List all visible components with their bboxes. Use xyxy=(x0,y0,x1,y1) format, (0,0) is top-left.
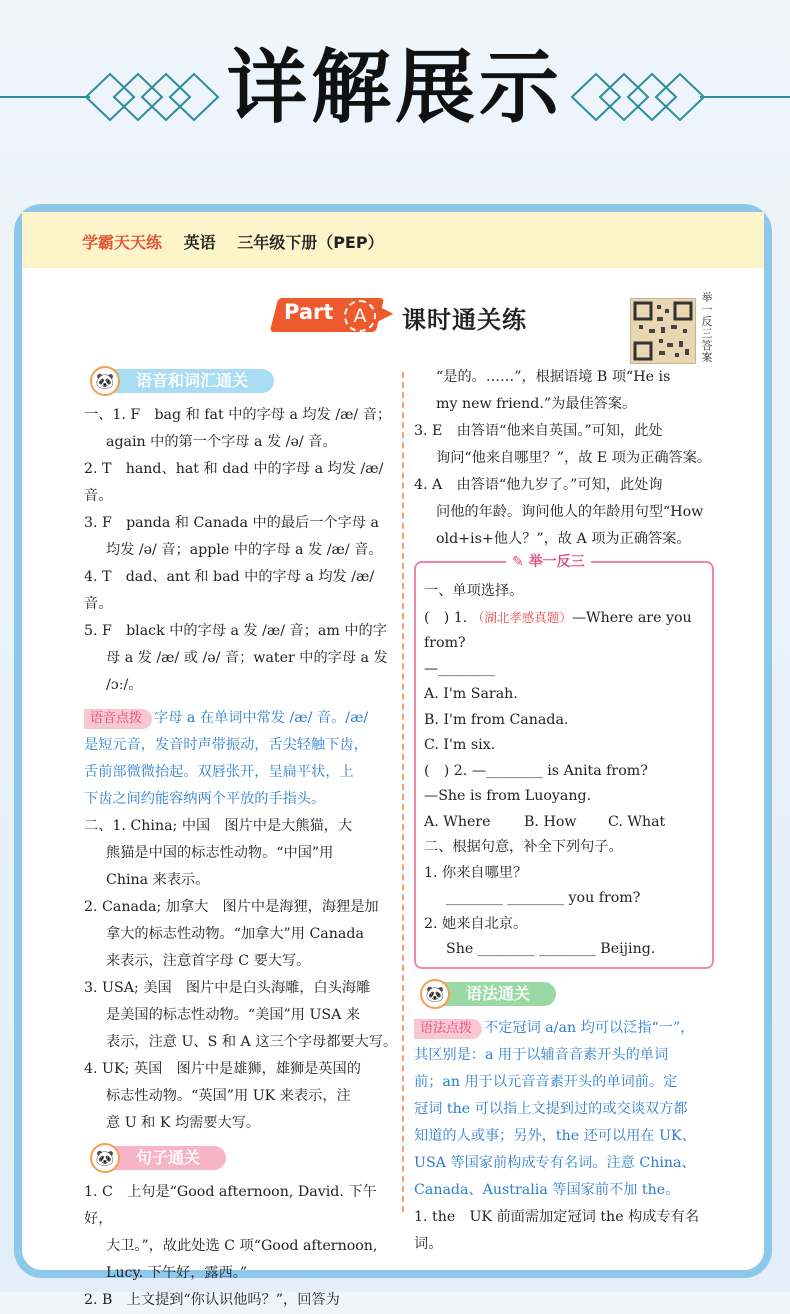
text-line: 标志性动物。“英国”用 UK 来表示，注 xyxy=(106,1088,351,1104)
section-header-phonics xyxy=(90,366,402,396)
text-line: —She is from Luoyang. xyxy=(424,788,592,804)
question-line: ( ) 2. —________ is Anita from? xyxy=(424,762,648,779)
text-line: 均发 /ə/ 音；apple 中的字母 a 发 /æ/ 音。 xyxy=(106,542,383,558)
left-column xyxy=(84,364,402,1314)
hint-text: 字母 a 在单词中常发 /æ/ 音。/æ/ xyxy=(154,710,369,726)
source-tag: （湖北孝感真题） xyxy=(471,609,572,625)
book-header-strip xyxy=(22,212,764,268)
panda-mascot-icon: 🐼 xyxy=(90,366,120,396)
part-label: Part xyxy=(284,300,334,324)
option: B. I'm from Canada. xyxy=(424,711,569,728)
text-line: 二、根据句意，补全下列句子。 xyxy=(424,839,623,855)
banner-line-right xyxy=(700,96,790,98)
hint-line: 舌前部微微抬起。双唇张开，呈扁平状，上 xyxy=(84,764,354,780)
hint-line: Canada、Australia 等国家前不加 the。 xyxy=(414,1181,680,1198)
option: A. Where xyxy=(424,813,491,830)
text-line: 表示，注意 U、S 和 A 这三个字母都要大写。 xyxy=(106,1034,398,1050)
book-header xyxy=(82,230,384,253)
text-line: 3. E 由答语“他来自英国。”可知，此处 xyxy=(414,423,663,439)
section-header-grammar xyxy=(420,979,714,1009)
section-title: 句子通关 xyxy=(110,1146,226,1170)
text-line: 4. UK; 英国 图片中是雄狮，雄狮是英国的 xyxy=(84,1061,361,1077)
section-header-sentences xyxy=(90,1143,402,1173)
diamond-decoration-right xyxy=(572,72,704,122)
hint-line xyxy=(414,1015,714,1042)
question-text: —Where are you xyxy=(571,609,692,626)
option: C. I'm six. xyxy=(424,737,496,753)
hint-line xyxy=(84,705,402,732)
hint-line: USA 等国家前构成专有名词。注意 China、 xyxy=(414,1154,696,1171)
text-line: my new friend.”为最佳答案。 xyxy=(436,396,637,412)
answer-blank: She ________ ________ Beijing. xyxy=(446,941,656,957)
hint-line: 是短元音，发音时声带振动，舌尖轻触下齿， xyxy=(84,737,368,753)
text-line: old+is+他人？”，故 A 项为正确答案。 xyxy=(436,531,691,547)
question-line xyxy=(424,605,706,632)
book-brand: 学霸天天练 xyxy=(82,233,163,252)
part-arrow-icon: ▶ xyxy=(378,300,394,324)
hint-line: 冠词 the 可以指上文提到过的或交谈双方都 xyxy=(414,1100,688,1117)
hint-line: 前；an 用于以元音音素开头的单词前。定 xyxy=(414,1073,678,1090)
text-line: 熊猫是中国的标志性动物。“中国”用 xyxy=(106,845,334,861)
hint-tag-phonics: 语音点拨 xyxy=(84,709,152,729)
text-line: “是的。……”，根据语境 B 项“He is xyxy=(436,369,671,385)
text-line: 是美国的标志性动物。“美国”用 USA 来 xyxy=(106,1007,361,1023)
text-line: 3. USA; 美国 图片中是白头海雕，白头海雕 xyxy=(84,980,371,996)
text-line: 一、单项选择。 xyxy=(424,583,524,599)
qr-code-icon xyxy=(630,298,696,364)
text-line: 意 U 和 K 均需要大写。 xyxy=(106,1115,261,1131)
practice-box-title: ✎ 举一反三 xyxy=(506,551,591,573)
section-title: 语法通关 xyxy=(440,982,556,1006)
panda-mascot-icon: 🐼 xyxy=(90,1143,120,1173)
text-line: 4. T dad、ant 和 bad 中的字母 a 均发 /æ/ 音。 xyxy=(84,569,375,612)
right-column xyxy=(414,364,714,1258)
hint-tag-grammar: 语法点拨 xyxy=(414,1019,482,1039)
text-line: China 来表示。 xyxy=(106,872,210,888)
hint-line: 下齿之间约能容纳两个平放的手指头。 xyxy=(84,791,326,807)
text-line: 2. Canada; 加拿大 图片中是海狸，海狸是加 xyxy=(84,899,379,915)
text-line: 一、1. F bag 和 fat 中的字母 a 均发 /æ/ 音； xyxy=(84,407,392,423)
text-line: from? xyxy=(424,635,466,651)
text-line: 询问“他来自哪里？”，故 E 项为正确答案。 xyxy=(436,450,712,466)
text-line: 1. C 上句是“Good afternoon, David. 下午好， xyxy=(84,1184,377,1227)
practice-box xyxy=(414,554,714,969)
hint-text: 不定冠词 a/an 均可以泛指“一”， xyxy=(484,1019,695,1036)
text-line: 来表示，注意首字母 C 要大写。 xyxy=(106,953,311,969)
book-subject: 英语 xyxy=(183,233,216,252)
text-line: 问他的年龄。询问他人的年龄用句型“How xyxy=(436,504,704,520)
text-line: 拿大的标志性动物。“加拿大”用 Canada xyxy=(106,926,364,942)
option: A. I'm Sarah. xyxy=(424,686,518,702)
text-line: 二、1. China; 中国 图片中是大熊猫，大 xyxy=(84,818,353,834)
banner-title: 详解展示 xyxy=(227,41,563,134)
hint-line: 知道的人或事；另外，the 还可以用在 UK、 xyxy=(414,1127,696,1144)
text-line: 5. F black 中的字母 a 发 /æ/ 音；am 中的字 xyxy=(84,623,387,639)
text-line: 母 a 发 /æ/ 或 /ə/ 音；water 中的字母 a 发 xyxy=(106,650,388,666)
hint-line: 其区别是：a 用于以辅音音素开头的单词 xyxy=(414,1046,669,1063)
question-number: ( ) 1. xyxy=(424,609,468,626)
option: B. How xyxy=(524,813,577,830)
text-line: Lucy. 下午好，露西。” xyxy=(106,1265,248,1281)
part-letter: A xyxy=(344,300,376,332)
text-line: 2. 她来自北京。 xyxy=(424,915,528,932)
options-line xyxy=(424,810,706,836)
part-title: 课时通关练 xyxy=(402,306,527,334)
book-grade: 三年级下册（PEP） xyxy=(237,233,384,252)
panda-mascot-icon: 🐼 xyxy=(420,979,450,1009)
options-line xyxy=(424,682,706,733)
practice-box-title-text: 举一反三 xyxy=(528,554,585,570)
option: C. What xyxy=(608,813,666,830)
text-line: 3. F panda 和 Canada 中的最后一个字母 a xyxy=(84,515,379,531)
text-line: 1. the UK 前面需加定冠词 the 构成专有名词。 xyxy=(414,1208,700,1252)
text-line: 2. B 上文提到“你认识他吗？”，回答为 xyxy=(84,1292,340,1308)
text-line: 大卫。”，故此处选 C 项“Good afternoon, xyxy=(106,1238,378,1254)
page-card xyxy=(14,204,772,1308)
text-line: /ɔː/。 xyxy=(106,677,143,693)
answer-blank: ________ ________ you from? xyxy=(446,890,641,906)
column-divider xyxy=(402,372,404,1212)
text-line: 4. A 由答语“他九岁了。”可知，此处询 xyxy=(414,477,663,493)
qr-side-label: 举一反三答案 xyxy=(701,291,713,364)
text-line: 2. T hand、hat 和 dad 中的字母 a 均发 /æ/ 音。 xyxy=(84,461,384,504)
section-title: 语音和词汇通关 xyxy=(110,369,274,393)
text-line: again 中的第一个字母 a 发 /ə/ 音。 xyxy=(106,434,337,450)
text-line: 1. 你来自哪里？ xyxy=(424,864,528,881)
answer-blank: —________ xyxy=(424,660,495,677)
